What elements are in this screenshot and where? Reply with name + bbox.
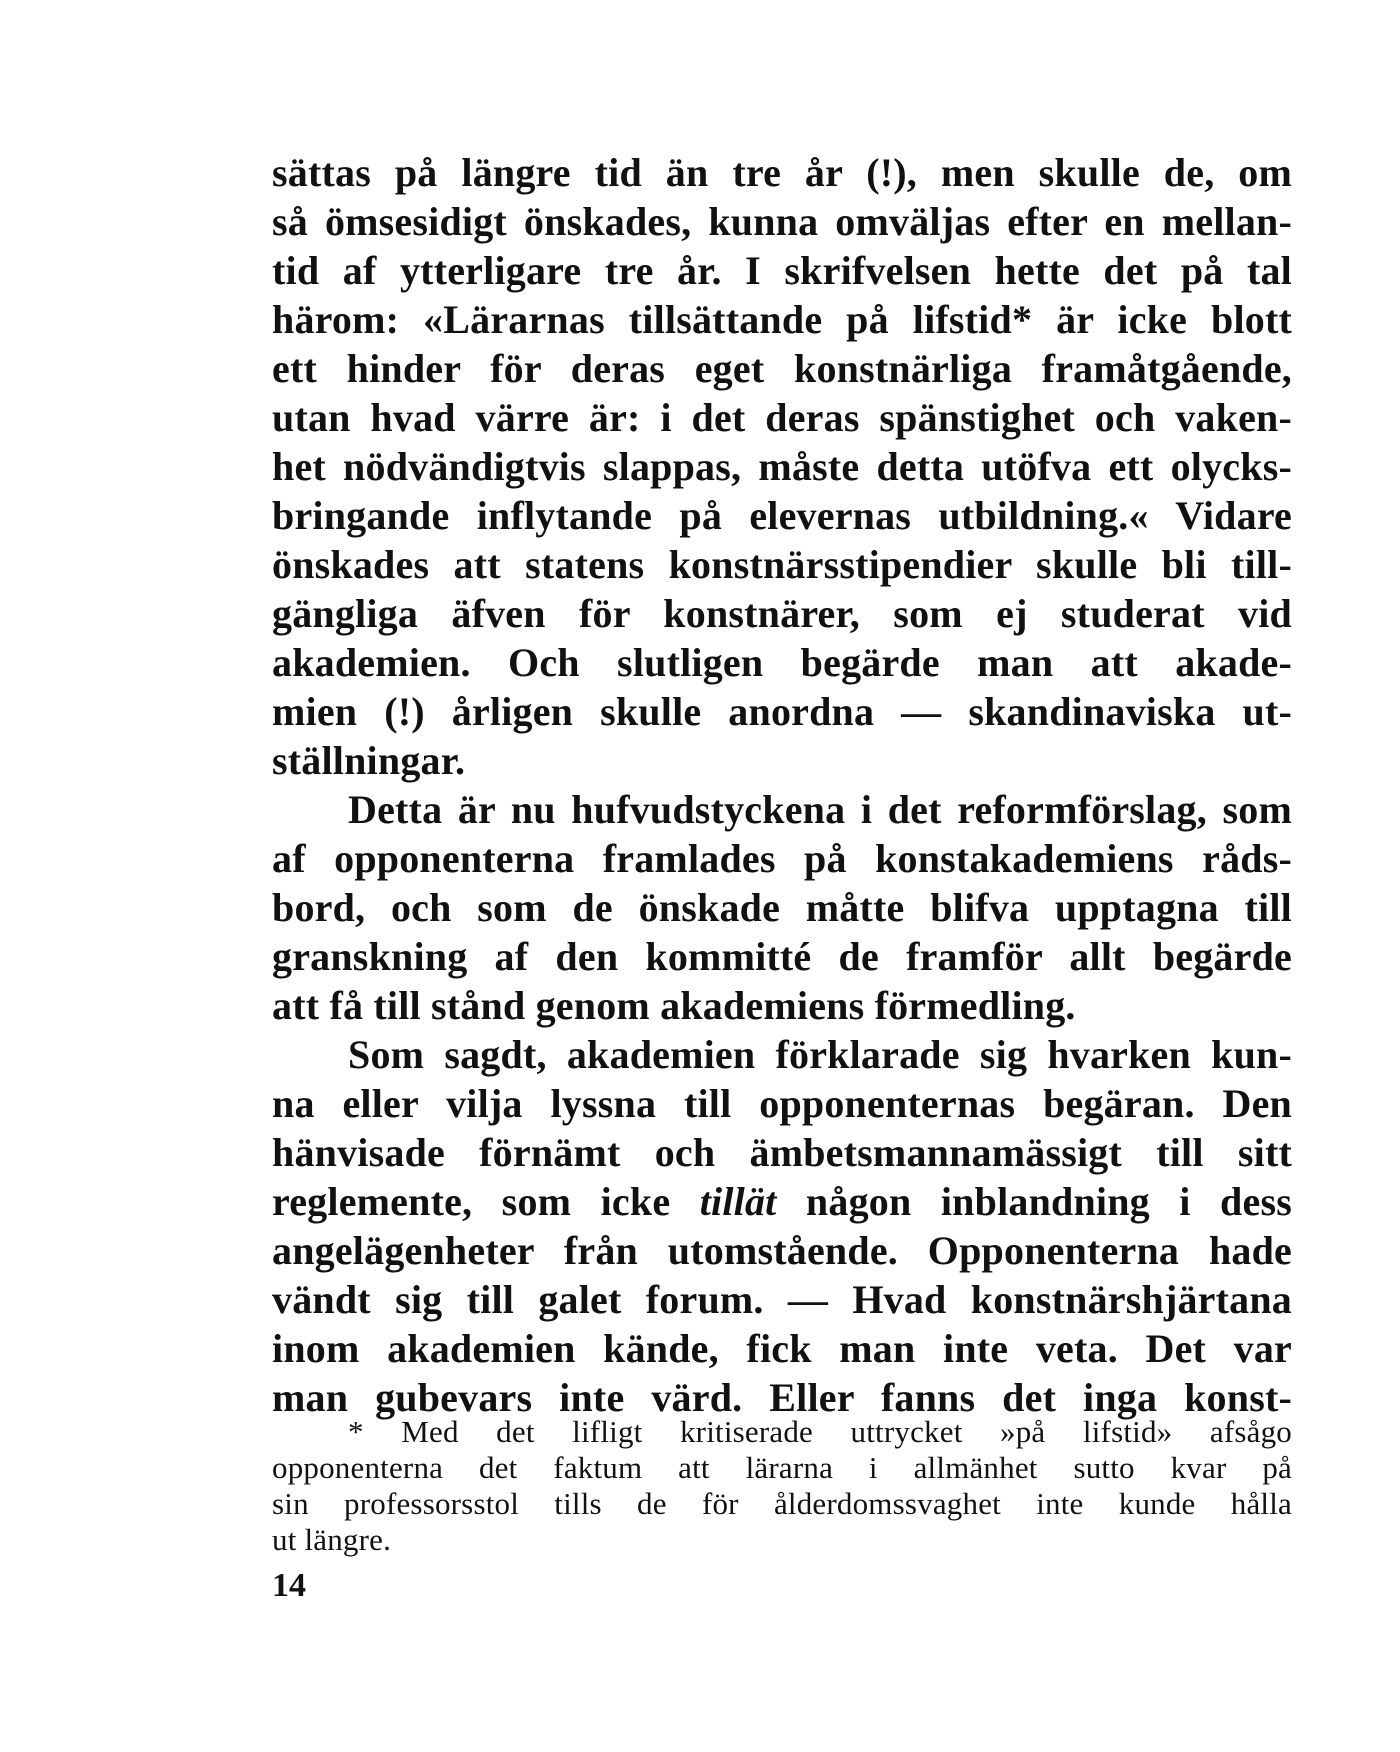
text-segment: någon inblandning i dess bbox=[776, 1179, 1292, 1224]
text-line: angelägenheter från utomstående. Opponenterna hade bbox=[272, 1228, 1292, 1273]
text-line: bringande inflytande på elevernas utbildning.« Vidare bbox=[272, 493, 1292, 538]
footnote-line: opponenterna det faktum att lärarna i allmänhet sutto kvar på bbox=[272, 1450, 1292, 1485]
footnote-line: ut längre. bbox=[272, 1522, 392, 1557]
text-line: tid af ytterligare tre år. I skrifvelsen hette det på tal bbox=[272, 248, 1292, 293]
text-segment: reglemente, som icke bbox=[272, 1179, 700, 1224]
text-line: bord, och som de önskade måtte blifva upptagna till bbox=[272, 885, 1292, 930]
footnote-line: sin professorsstol tills de för ålderdomssvaghet inte kunde hålla bbox=[272, 1486, 1292, 1521]
text-line: att få till stånd genom akademiens förmedling. bbox=[272, 983, 1076, 1028]
text-line: man gubevars inte värd. Eller fanns det inga konst- bbox=[272, 1375, 1292, 1420]
text-line: hänvisade förnämt och ämbetsmannamässigt till sitt bbox=[272, 1130, 1292, 1175]
page-number: 14 bbox=[272, 1567, 306, 1604]
text-line: önskades att statens konstnärsstipendier skulle bli till- bbox=[272, 542, 1292, 587]
text-line: granskning af den kommitté de framför allt begärde bbox=[272, 934, 1292, 979]
text-line: mien (!) årligen skulle anordna — skandinaviska ut- bbox=[272, 689, 1292, 734]
text-line: het nödvändigtvis slappas, måste detta utöfva ett olycks- bbox=[272, 444, 1292, 489]
text-line: vändt sig till galet forum. — Hvad konstnärshjärtana bbox=[272, 1277, 1292, 1322]
text-line bbox=[272, 1177, 1292, 1226]
text-line: ett hinder för deras eget konstnärliga framåtgående, bbox=[272, 346, 1292, 391]
text-line: akademien. Och slutligen begärde man att akade- bbox=[272, 640, 1292, 685]
text-line: inom akademien kände, fick man inte veta. Det var bbox=[272, 1326, 1292, 1371]
text-line: gängliga äfven för konstnärer, som ej studerat vid bbox=[272, 591, 1292, 636]
text-line: sättas på längre tid än tre år (!), men skulle de, om bbox=[272, 150, 1292, 195]
text-line: Som sagdt, akademien förklarade sig hvarken kun- bbox=[348, 1032, 1292, 1077]
text-line: Detta är nu hufvudstyckena i det reformförslag, som bbox=[348, 787, 1292, 832]
body-text bbox=[272, 148, 1292, 1422]
text-line: så ömsesidigt önskades, kunna omväljas efter en mellan- bbox=[272, 199, 1292, 244]
text-line: na eller vilja lyssna till opponenternas begäran. Den bbox=[272, 1081, 1292, 1126]
footnote-line: * Med det lifligt kritiserade uttrycket »på lifstid» afsågo bbox=[348, 1414, 1292, 1449]
text-line: af opponenterna framlades på konstakademiens råds- bbox=[272, 836, 1292, 881]
text-line: ställningar. bbox=[272, 738, 466, 783]
text-line: härom: «Lärarnas tillsättande på lifstid* är icke blott bbox=[272, 297, 1292, 342]
italic-word: tillät bbox=[699, 1179, 777, 1224]
text-line: utan hvad värre är: i det deras spänstighet och vaken- bbox=[272, 395, 1292, 440]
footnote bbox=[272, 1414, 1292, 1558]
